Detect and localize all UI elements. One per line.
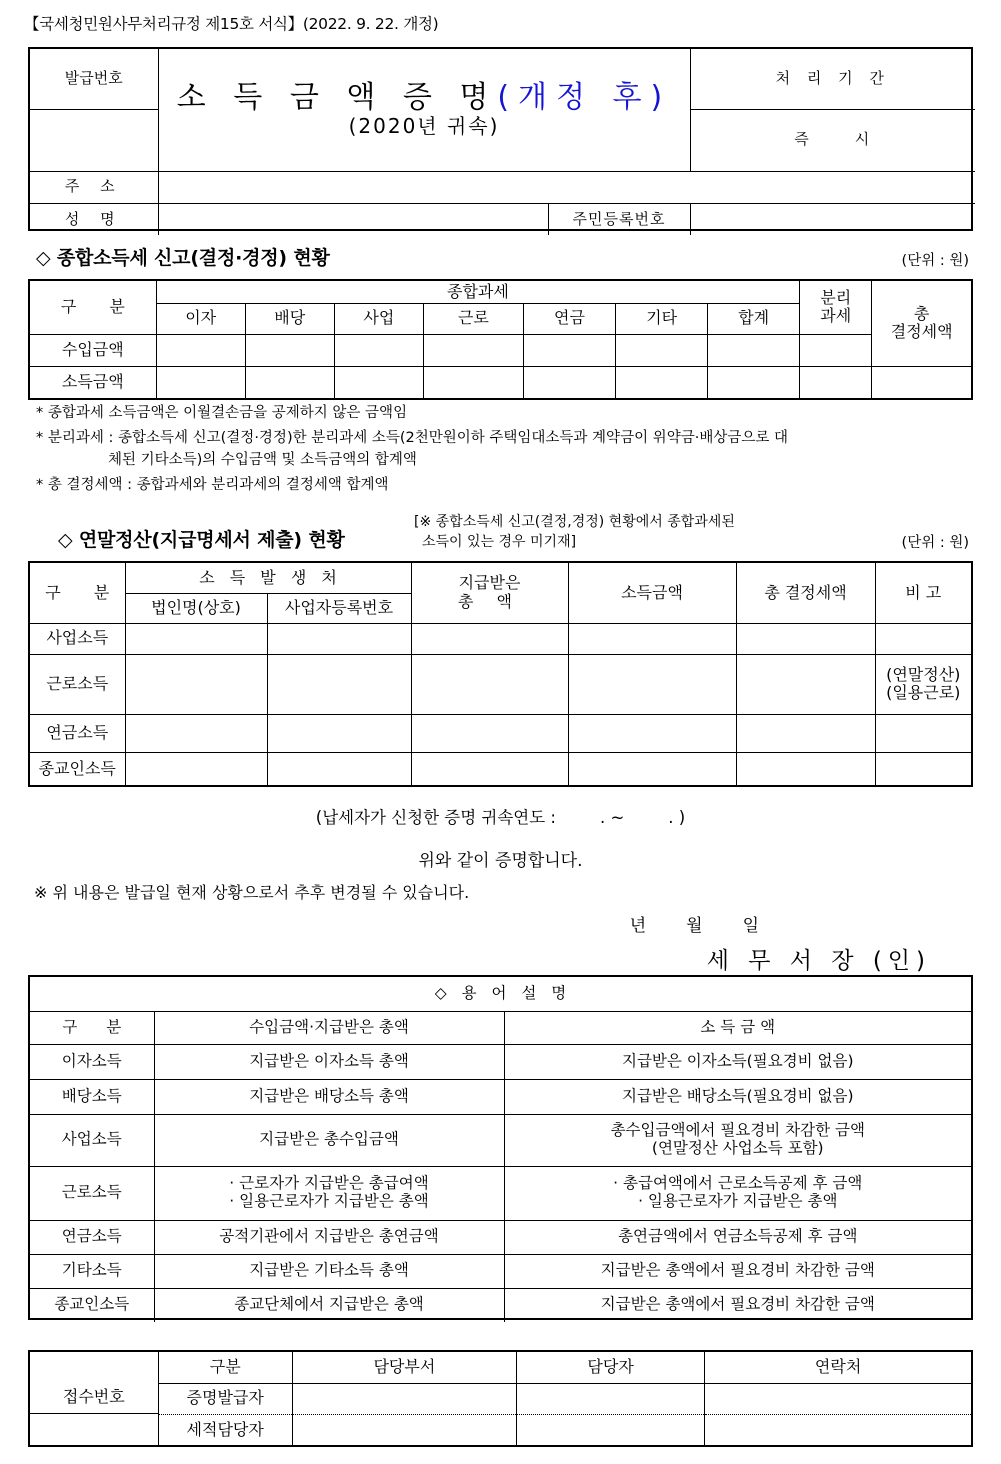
glossary-table: [30, 977, 971, 1322]
table-row: [30, 1383, 971, 1414]
receipt-row-label-issuer: 증명발급자: [158, 1383, 292, 1414]
t2-cell[interactable]: [736, 752, 875, 785]
t2-cell[interactable]: [568, 654, 736, 714]
address-label: 주 소: [30, 171, 158, 203]
t2-cell-remark-labor: (연말정산) (일용근로): [875, 654, 971, 714]
t1-cell[interactable]: [708, 334, 800, 366]
t2-cell[interactable]: [411, 752, 568, 785]
t1-subcol-interest: 이자: [156, 303, 245, 334]
table-row: [30, 714, 971, 752]
t1-cell[interactable]: [616, 334, 708, 366]
t1-subcol-other: 기타: [616, 303, 708, 334]
glossary-header-gross: 수입금액·지급받은 총액: [154, 1011, 504, 1044]
document-title-sub: (2020년 귀속): [348, 113, 500, 138]
note-item: * 총 결정세액 : 종합과세와 분리과세의 결정세액 합계액: [36, 477, 389, 494]
table-row: [30, 654, 971, 714]
comprehensive-income-table: [30, 281, 971, 398]
receipt-header-dept: 담당부서: [292, 1352, 516, 1383]
glossary-gross: 지급받은 총수입금액: [154, 1114, 504, 1166]
header-box: [28, 47, 973, 231]
t2-cell[interactable]: [736, 623, 875, 654]
t1-row-label-revenue: 수입금액: [30, 334, 156, 366]
section2-heading: ◇ 연말정산(지급명세서 제출) 현황: [58, 529, 345, 551]
t2-cell[interactable]: [875, 714, 971, 752]
t2-header-gubun: 구 분: [30, 563, 125, 623]
certification-statement: 위와 같이 증명합니다.: [418, 851, 583, 871]
note-item: * 분리과세 : 종합소득세 신고(결정·경정)한 분리과세 소득(2천만원이하 주택임대소득과 계약금이 위약금·배상금으로 대: [36, 430, 788, 447]
t1-header-gubun: 구 분: [30, 281, 156, 334]
t2-cell[interactable]: [568, 714, 736, 752]
t1-cell[interactable]: [800, 334, 872, 366]
glossary-income: 지급받은 총액에서 필요경비 차감한 금액: [504, 1254, 971, 1288]
t1-cell[interactable]: [334, 334, 423, 366]
t2-cell[interactable]: [568, 623, 736, 654]
t1-cell[interactable]: [245, 334, 334, 366]
rrn-value[interactable]: [690, 203, 975, 235]
t1-header-group: 종합과세: [156, 281, 800, 303]
glossary-gross: 지급받은 이자소득 총액: [154, 1044, 504, 1079]
glossary-gross: · 근로자가 지급받은 총급여액 · 일용근로자가 지급받은 총액: [154, 1166, 504, 1220]
table-row: [30, 1166, 971, 1220]
glossary-gross: 공적기관에서 지급받은 총연금액: [154, 1220, 504, 1254]
processing-period-label: 처 리 기 간: [690, 49, 975, 109]
certification-disclaimer: ※ 위 내용은 발급일 현재 상황으로서 추후 변경될 수 있습니다.: [34, 883, 470, 902]
t2-cell[interactable]: [267, 623, 411, 654]
t2-header-paid-total: 지급받은 총 액: [411, 563, 568, 623]
glossary-income: 지급받은 총액에서 필요경비 차감한 금액: [504, 1288, 971, 1322]
t2-cell[interactable]: [125, 752, 267, 785]
t2-row-label-business: 사업소득: [30, 623, 125, 654]
t1-header-separate: 분리 과세: [800, 281, 872, 334]
receipt-no-label: 접수번호: [30, 1383, 158, 1413]
t2-header-source: 소 득 발 생 처: [125, 563, 411, 593]
table-row: [30, 1220, 971, 1254]
t1-cell[interactable]: [245, 366, 334, 398]
receipt-footer-box: [28, 1350, 973, 1447]
glossary-header-income: 소 득 금 액: [504, 1011, 971, 1044]
receipt-cell[interactable]: [292, 1414, 516, 1445]
table-row: [30, 1254, 971, 1288]
glossary-category: 연금소득: [30, 1220, 154, 1254]
glossary-header-gubun: 구 분: [30, 1011, 154, 1044]
glossary-income: 지급받은 이자소득(필요경비 없음): [504, 1044, 971, 1079]
t1-cell-total-tax[interactable]: [872, 366, 971, 398]
receipt-header-person: 담당자: [517, 1352, 705, 1383]
receipt-row-label-taxofficer: 세적담당자: [158, 1414, 292, 1445]
glossary-category: 기타소득: [30, 1254, 154, 1288]
receipt-header-contact: 연락처: [705, 1352, 971, 1383]
t2-cell[interactable]: [736, 714, 875, 752]
t2-cell[interactable]: [875, 623, 971, 654]
glossary-category: 근로소득: [30, 1166, 154, 1220]
document-title-cell: [158, 49, 690, 171]
t2-cell[interactable]: [411, 623, 568, 654]
t2-header-total-tax: 총 결정세액: [736, 563, 875, 623]
receipt-no-cell[interactable]: [30, 1352, 158, 1445]
address-value[interactable]: [158, 171, 975, 203]
glossary-category: 종교인소득: [30, 1288, 154, 1322]
t1-cell[interactable]: [616, 366, 708, 398]
t2-cell[interactable]: [125, 714, 267, 752]
t1-subcol-business: 사업: [334, 303, 423, 334]
t1-subcol-dividend: 배당: [245, 303, 334, 334]
document-title: 소 득 금 액 증 명(개정 후): [176, 79, 672, 115]
t1-cell[interactable]: [423, 334, 523, 366]
processing-period-value: 즉 시: [690, 109, 975, 171]
t2-row-label-pension: 연금소득: [30, 714, 125, 752]
receipt-cell[interactable]: [292, 1383, 516, 1414]
receipt-cell[interactable]: [517, 1383, 705, 1414]
t1-subcol-pension: 연금: [523, 303, 615, 334]
t1-subcol-labor: 근로: [423, 303, 523, 334]
note-item: * 종합과세 소득금액은 이월결손금을 공제하지 않은 금액임: [36, 405, 408, 421]
glossary-category: 사업소득: [30, 1114, 154, 1166]
receipt-cell[interactable]: [517, 1414, 705, 1445]
table-row: [30, 334, 971, 366]
t2-header-remark: 비 고: [875, 563, 971, 623]
t2-cell[interactable]: [736, 654, 875, 714]
t1-cell[interactable]: [800, 366, 872, 398]
issue-number-label: 발급번호: [30, 49, 158, 109]
glossary-table-box: [28, 975, 973, 1320]
glossary-category: 이자소득: [30, 1044, 154, 1079]
t1-cell[interactable]: [156, 366, 245, 398]
section2-unit-note: (단위 : 원): [901, 535, 969, 551]
t2-header-corp-name: 법인명(상호): [125, 593, 267, 623]
t2-cell[interactable]: [267, 714, 411, 752]
certification-block: [28, 790, 973, 974]
receipt-cell[interactable]: [705, 1383, 971, 1414]
certification-signature: 세 무 서 장 (인): [706, 948, 931, 974]
table-row: [30, 1414, 971, 1445]
glossary-income: · 총급여액에서 근로소득공제 후 금액 · 일용근로자가 지급받은 총액: [504, 1166, 971, 1220]
certification-date: 년 월 일: [629, 916, 761, 936]
t2-cell[interactable]: [267, 654, 411, 714]
t2-cell[interactable]: [411, 714, 568, 752]
glossary-gross: 지급받은 배당소득 총액: [154, 1079, 504, 1114]
form-code-line: 【국세청민원사무처리규정 제15호 서식】(2022. 9. 22. 개정): [24, 15, 439, 33]
glossary-title: ◇ 용 어 설 명: [30, 977, 971, 1011]
table-row: [30, 1079, 971, 1114]
t1-cell[interactable]: [523, 334, 615, 366]
name-label: 성 명: [30, 203, 158, 235]
comprehensive-income-table-box: [28, 279, 973, 400]
t1-cell[interactable]: [708, 366, 800, 398]
receipt-header-gubun: 구분: [158, 1352, 292, 1383]
t2-cell[interactable]: [125, 654, 267, 714]
t2-row-label-religion: 종교인소득: [30, 752, 125, 785]
header-table: [30, 49, 975, 235]
table-row: [30, 752, 971, 785]
section1-heading: ◇ 종합소득세 신고(결정·경정) 현황: [36, 247, 330, 269]
t2-row-label-labor: 근로소득: [30, 654, 125, 714]
yearend-settlement-table: [30, 563, 971, 785]
section2-note: [414, 512, 735, 553]
t1-cell[interactable]: [523, 366, 615, 398]
t1-cell[interactable]: [334, 366, 423, 398]
t2-cell[interactable]: [125, 623, 267, 654]
receipt-cell[interactable]: [705, 1414, 971, 1445]
table-row: [30, 366, 971, 398]
yearend-settlement-table-box: [28, 561, 973, 787]
table-row: [30, 1044, 971, 1079]
glossary-gross: 지급받은 기타소득 총액: [154, 1254, 504, 1288]
t2-cell[interactable]: [568, 752, 736, 785]
certification-period-line: (납세자가 신청한 증명 귀속연도 : . ~ . ): [315, 808, 686, 827]
t1-header-total-tax: 총 결정세액: [872, 281, 971, 366]
t2-header-income: 소득금액: [568, 563, 736, 623]
receipt-footer-table: [30, 1352, 971, 1445]
t1-cell[interactable]: [156, 334, 245, 366]
section1-notes: [36, 404, 971, 502]
section2-note-line2: 소득이 있는 경우 미기재]: [422, 534, 577, 551]
table-row: [30, 1114, 971, 1166]
t1-row-label-income: 소득금액: [30, 366, 156, 398]
section1-unit-note: (단위 : 원): [901, 253, 969, 269]
t2-cell[interactable]: [875, 752, 971, 785]
table-row: [30, 623, 971, 654]
t2-header-biz-no: 사업자등록번호: [267, 593, 411, 623]
glossary-category: 배당소득: [30, 1079, 154, 1114]
issue-number-value[interactable]: [30, 109, 158, 171]
t1-subcol-sum: 합계: [708, 303, 800, 334]
t2-cell[interactable]: [267, 752, 411, 785]
table-row: [30, 1288, 971, 1322]
rrn-label: 주민등록번호: [548, 203, 690, 235]
note-item-continued: 체된 기타소득)의 수입금액 및 소득금액의 합계액: [108, 452, 417, 469]
section2-note-line1: [※ 종합소득세 신고(결정,경정) 현황에서 종합과세된: [414, 514, 735, 530]
t2-cell[interactable]: [411, 654, 568, 714]
t1-cell[interactable]: [423, 366, 523, 398]
glossary-gross: 종교단체에서 지급받은 총액: [154, 1288, 504, 1322]
glossary-income: 총수입금액에서 필요경비 차감한 금액 (연말정산 사업소득 포함): [504, 1114, 971, 1166]
title-revision-note: (개정 후): [497, 79, 672, 115]
glossary-income: 지급받은 배당소득(필요경비 없음): [504, 1079, 971, 1114]
glossary-income: 총연금액에서 연금소득공제 후 금액: [504, 1220, 971, 1254]
name-value[interactable]: [158, 203, 548, 235]
